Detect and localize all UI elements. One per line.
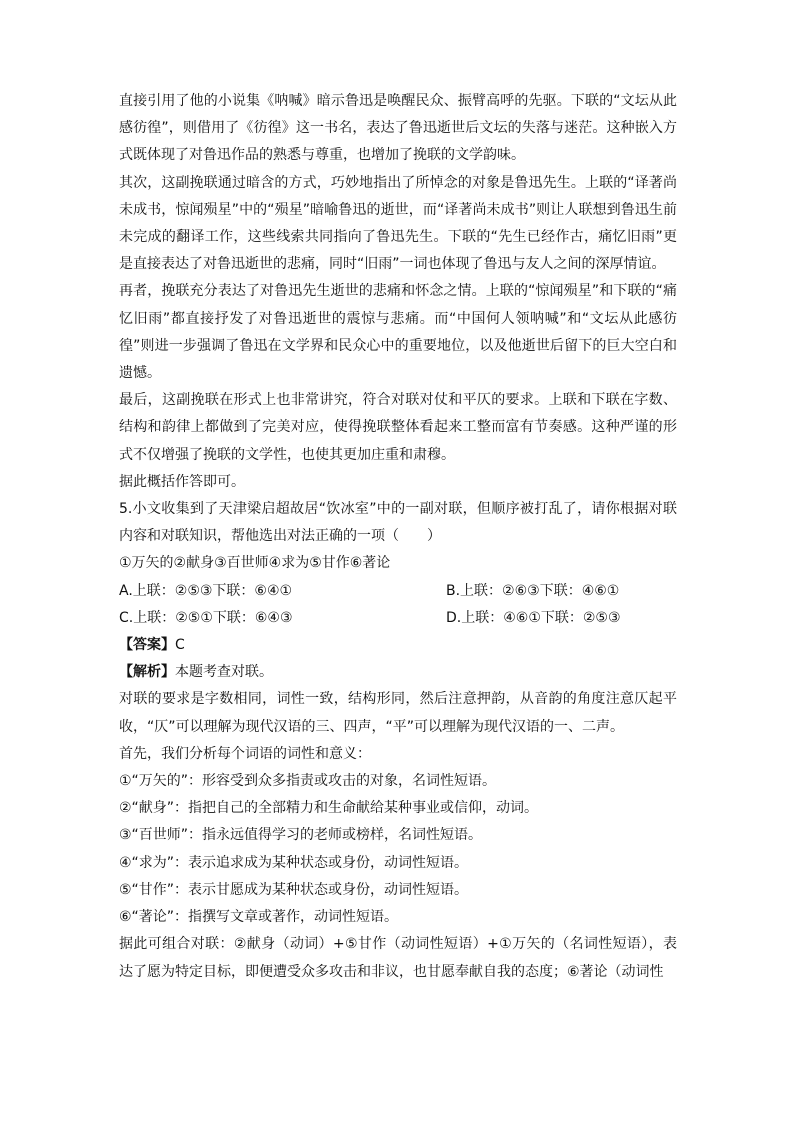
- analysis-paragraph-2: 首先，我们分析每个词语的词性和意义：: [119, 745, 371, 762]
- analysis-conclusion: 据此可组合对联：②献身（动词）+⑤甘作（动词性短语）+①万矢的（名词性短语），表达了愿为特定目标，即便遭受众多攻击和非议，也甘愿奉献自我的态度；⑥著论（动词性: [119, 936, 677, 980]
- analysis-item-2: ②“献身”：指把自己的全部精力和生命献给某种事业或信仰，动词。: [119, 800, 539, 817]
- question-items: ①万矢的②献身③百世师④求为⑤甘作⑥著论: [119, 555, 391, 572]
- analysis-paragraph-1: 对联的要求是字数相同，词性一致，结构形同，然后注意押韵，从音韵的角度注意仄起平收，“仄”可以理解为现代汉语的三、四声，“平”可以理解为现代汉语的一、二声。: [119, 691, 677, 735]
- analysis-item-6: ⑥“著论”：指撰写文章或著作，动词性短语。: [119, 909, 399, 926]
- answer-value: C: [175, 637, 185, 654]
- analysis-item-4: ④“求为”：表示追求成为某种状态或身份，动词性短语。: [119, 854, 469, 871]
- paragraph-3: 再者，挽联充分表达了对鲁迅先生逝世的悲痛和怀念之情。上联的“惊闻殒星”和下联的“痛忆旧雨”都直接抒发了对鲁迅逝世的震惊与悲痛。而“中国何人领呐喊”和“文坛从此感彷徨”则进一步强调了鲁迅在文学界和民众心中的重要地位，以及他逝世后留下的巨大空白和遗憾。: [119, 283, 677, 382]
- option-a: A.上联：②⑤③下联：⑥④①: [119, 582, 293, 599]
- answer-line: [119, 632, 677, 659]
- question-options: [119, 578, 677, 632]
- question-stem: 5.小文收集到了天津梁启超故居“饮冰室”中的一副对联，但顺序被打乱了，请你根据对联内容和对联知识，帮他选出对法正确的一项（ ）: [119, 501, 677, 545]
- answer-label: 【答案】: [119, 637, 175, 654]
- paragraph-5: 据此概括作答即可。: [119, 473, 245, 490]
- option-c: C.上联：②⑤①下联：⑥④③: [119, 609, 293, 626]
- analysis-item-3: ③“百世师”：指永远值得学习的老师或榜样，名词性短语。: [119, 827, 483, 844]
- option-d: D.上联：④⑥①下联：②⑤③: [446, 609, 621, 626]
- analysis-item-5: ⑤“甘作”：表示甘愿成为某种状态或身份，动词性短语。: [119, 881, 469, 898]
- analysis-intro: 本题考查对联。: [175, 664, 273, 681]
- paragraph-4: 最后，这副挽联在形式上也非常讲究，符合对联对仗和平仄的要求。上联和下联在字数、结构和韵律上都做到了完美对应，使得挽联整体看起来工整而富有节奏感。这种严谨的形式不仅增强了挽联的文学性，也使其更加庄重和肃穆。: [119, 392, 677, 463]
- option-b: B.上联：②⑥③下联：④⑥①: [446, 582, 620, 599]
- document-page: [119, 88, 677, 986]
- analysis-label: 【解析】: [119, 664, 175, 681]
- analysis-item-1: ①“万矢的”：形容受到众多指责或攻击的对象，名词性短语。: [119, 773, 497, 790]
- paragraph-1: 直接引用了他的小说集《呐喊》暗示鲁迅是唤醒民众、振臂高呼的先驱。下联的“文坛从此感彷徨”，则借用了《彷徨》这一书名，表达了鲁迅逝世后文坛的失落与迷茫。这种嵌入方式既体现了对鲁迅作品的熟悉与尊重，也增加了挽联的文学韵味。: [119, 93, 677, 164]
- paragraph-2: 其次，这副挽联通过暗含的方式，巧妙地指出了所悼念的对象是鲁迅先生。上联的“译著尚未成书，惊闻殒星”中的“殒星”暗喻鲁迅的逝世，而“译著尚未成书”则让人联想到鲁迅生前未完成的翻译工作，这些线索共同指向了鲁迅先生。下联的“先生已经作古，痛忆旧雨”更是直接表达了对鲁迅逝世的悲痛，同时“旧雨”一词也体现了鲁迅与友人之间的深厚情谊。: [119, 174, 677, 273]
- analysis-line: [119, 659, 677, 686]
